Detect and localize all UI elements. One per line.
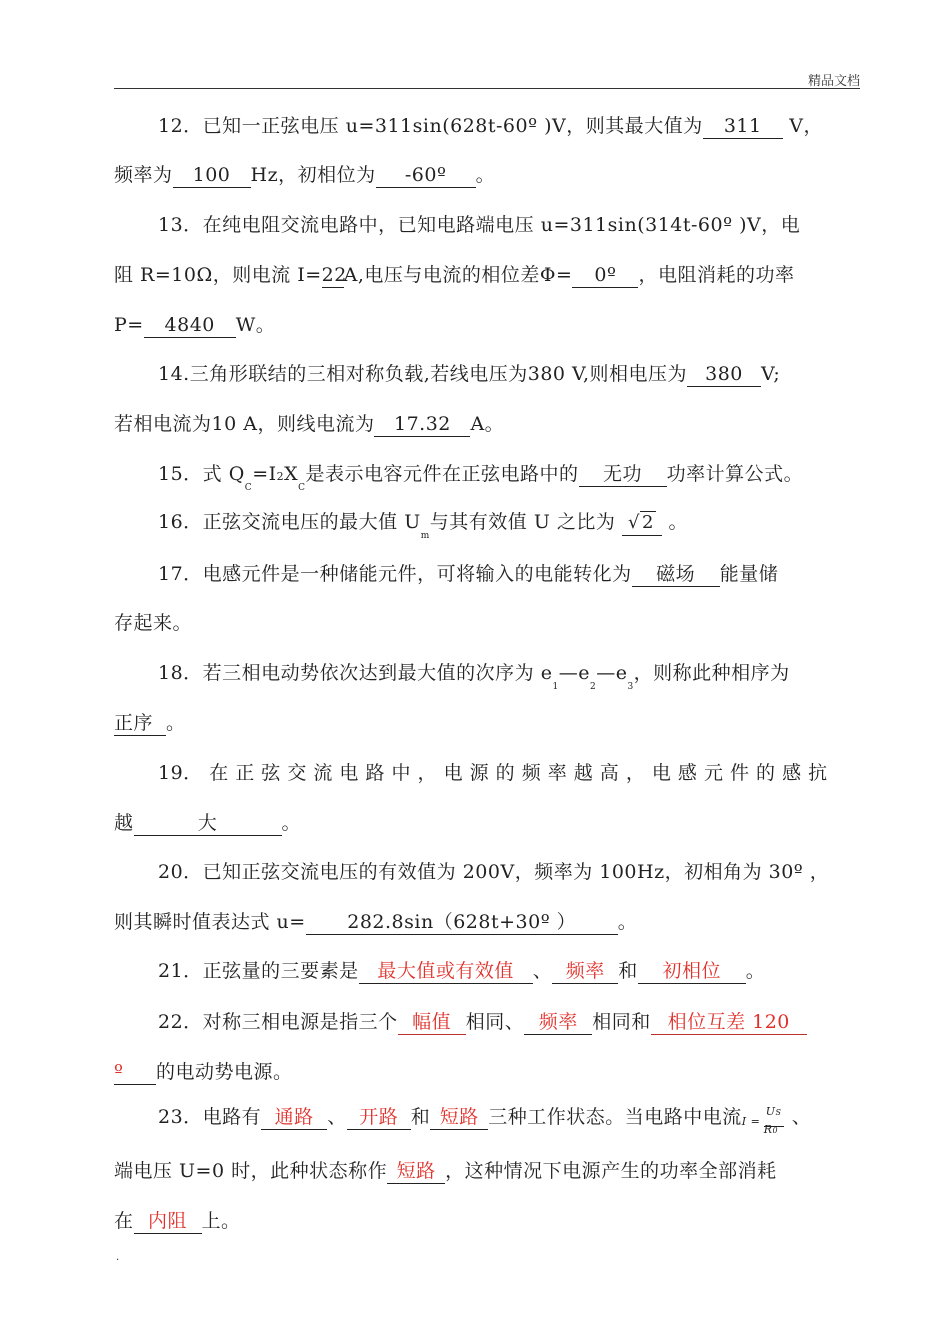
footer-dot: .	[116, 1252, 120, 1263]
q15-line: 15．式 $Q_C=I2X_C$是表示电容元件在正弦电路中的 无功 功率计算公式。	[158, 463, 804, 493]
q14-answer-line-current: 17.32	[374, 412, 470, 437]
q14-line1: 14.三角形联结的三相对称负载,若线电压为380 V,则相电压为 380 V;	[158, 363, 781, 385]
q22-answer-1: 幅值	[398, 1010, 466, 1035]
q19-line2: 越 大 。	[114, 812, 302, 834]
q12-answer-phase: -60º	[376, 163, 476, 188]
q13-line3: P= 4840 W。	[114, 314, 276, 336]
page-header	[114, 70, 860, 89]
q19-line1: 19． 在 正 弦 交 流 电 路 中 ， 电 源 的 频 率 越 高 ， 电 感 元 件 的 感 抗	[158, 762, 828, 784]
q20-line1: 20．已知正弦交流电压的有效值为 200V，频率为 100Hz，初相角为 30º ，	[158, 861, 830, 883]
q22-line1: 22．对称三相电源是指三个 幅值 相同、 频率 相同和 相位互差 120	[114, 1009, 906, 1035]
q23-line3: 在 内阻 上。	[114, 1210, 241, 1232]
q13-answer-current: 22	[321, 264, 347, 286]
q18-answer: 正序	[114, 711, 166, 736]
q13-answer-phase-diff: 0º	[572, 263, 638, 288]
q23-line1: 23．电路有 通路 、 开路 和 短路 三种工作状态。当电路中电流 I = US R0 、	[114, 1103, 906, 1133]
q23-answer-3: 短路	[430, 1105, 488, 1130]
q12-line2: 频率为 100 Hz，初相位为 -60º 。	[114, 164, 496, 186]
q23-line2: 端电压 U=0 时，此种状态称作 短路 ，这种情况下电源产生的功率全部消耗	[114, 1160, 777, 1182]
q23-answer-4: 短路	[387, 1159, 445, 1184]
q16-line: 16．正弦交流电压的最大值 $U_m$与其有效值 U 之比为 √ 2 。	[158, 511, 688, 541]
q21-answer-1: 最大值或有效值	[359, 959, 533, 984]
q22-answer-3-cont: º	[114, 1060, 156, 1085]
q22-line2: º 的电动势电源。	[114, 1061, 293, 1083]
q17-line2: 存起来。	[114, 612, 193, 634]
q15-answer: 无功	[579, 462, 667, 487]
q21-answer-3: 初相位	[638, 959, 746, 984]
q17-answer: 磁场	[632, 562, 720, 587]
q17-line1: 17．电感元件是一种储能元件，可将输入的电能转化为 磁场 能量储	[158, 563, 779, 585]
q21-answer-2: 频率	[552, 959, 618, 984]
q18-line1: 18．若三相电动势依次达到最大值的次序为 $e_1—e_2—e_3$，则称此种相序为	[158, 662, 790, 692]
q18-line2: 正序 。	[114, 712, 186, 734]
q13-line1: 13．在纯电阻交流电路中，已知电路端电压 u=311sin(314t-60º )V，电	[158, 214, 801, 236]
q20-answer: 282.8sin（628t+30º ）	[306, 910, 618, 935]
q12-line1: 12．已知一正弦电压 u=311sin(628t-60º )V，则其最大值为 311 V，	[158, 115, 824, 137]
q14-line2: 若相电流为10 A，则线电流为 17.32 A。	[114, 413, 505, 435]
current-formula: I = US R0	[742, 1103, 792, 1133]
q22-answer-2: 频率	[524, 1010, 592, 1035]
q22-answer-3: 相位互差 120	[651, 1010, 807, 1035]
q23-answer-2: 开路	[347, 1105, 411, 1130]
q23-answer-5: 内阻	[134, 1209, 202, 1234]
q16-answer-sqrt: √ 2	[622, 511, 662, 536]
q12-answer-max: 311	[703, 114, 783, 139]
q19-answer: 大	[134, 811, 282, 836]
q13-line2: 阻 R=10Ω，则电流 I=22A,电压与电流的相位差Φ= 0º ，电阻消耗的功率	[114, 264, 795, 286]
q23-answer-1: 通路	[261, 1105, 327, 1130]
header-label: 精品文档	[807, 74, 860, 89]
q20-line2: 则其瞬时值表达式 u= 282.8sin（628t+30º ） 。	[114, 911, 638, 933]
q13-answer-power: 4840	[144, 313, 236, 338]
q14-answer-phase-voltage: 380	[687, 362, 761, 387]
q12-answer-freq: 100	[173, 163, 251, 188]
q21-line: 21．正弦量的三要素是 最大值或有效值 、 频率 和 初相位 。	[158, 960, 766, 982]
